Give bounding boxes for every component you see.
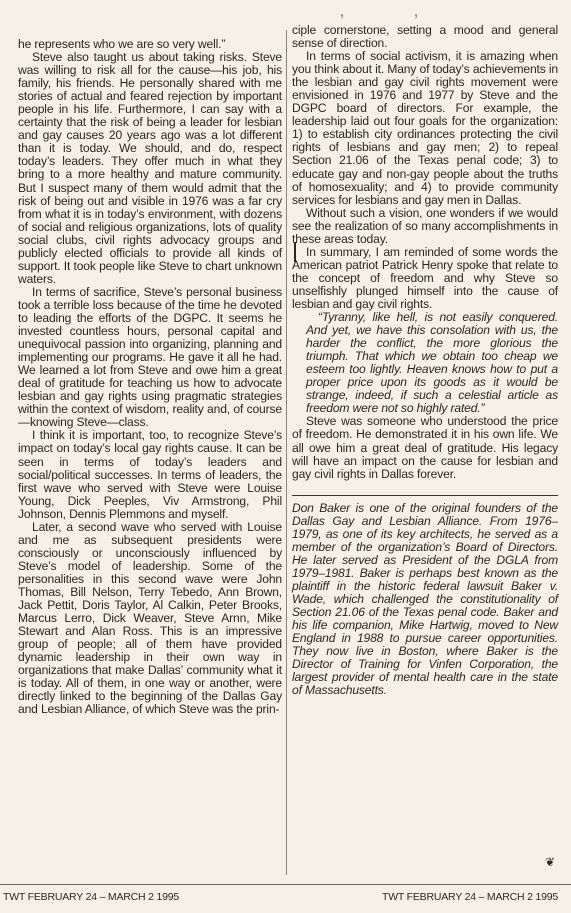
bleed-marks: ‚‚ [340,0,488,20]
footer-rule [0,884,571,885]
paragraph: Steve was someone who understood the price of freedom. He demonstrated it in his own life. We all owe him a great deal of gratitude. His legacy will have an impact on the cause for lesbian and gay civil rights in Dallas forever. [292,414,558,481]
column-divider [286,30,287,875]
footer-right: TWT FEBRUARY 24 – MARCH 2 1995 [382,891,559,903]
paragraph: Without such a vision, one wonders if we would see the realization of so many accomplishments in these areas today. [292,205,558,246]
end-mark-icon: ❦ [544,855,555,869]
paragraph: In terms of social activism, it is amazing when you think about it. Many of today’s achievements in the lesbian and gay civil rights movement were envisioned in 1976 and 1977 by Steve and the DGPC board of directors. For example, the leadership laid out four goals for the organization: 1) to establish city ordinances protecting the civil rights of lesbians and gay men; 2) to repeal Section 21.06 of the Texas penal code; 3) to educate gay and non-gay people about the truths of homosexuality; and 4) to provide community services for lesbians and gay men in Dallas. [292,49,558,207]
paragraph: Later, a second wave who served with Louise and me as subsequent presidents were consciously or unconsciously influenced by Steve’s model of leadership. Some of the personalities in this second wave were John Thomas, Bill Nelson, Terry Tebedo, Ann Brown, Jack Pettit, Doris Taylor, Al Calkin, Peter Brooks, Marcus Lerro, Dick Weaver, Steve Arnn, Mike Stewart and Alan Ross. This is an impressive group of people; all of them have provided dynamic leadership in their own way in organizations that make Dallas’ community what it is today. All of them, in one way or another, were directly linked to the beginning of the Dallas Gay and Lesbian Alliance, of which Steve was the prin- [18,519,282,717]
paragraph: Steve also taught us about taking risks. Steve was willing to risk all for the cause—his job, his family, his friends. He personally shared with me stories of actual and feared rejection by important people in his life. Furthermore, I can say with a certainty that the risk of being a leader for lesbian and gay causes 20 years ago was a lot different than it is today. We should, and do, respect today’s leaders. They offer much in what they bring to a more healthy and mature community. But I suspect many of them would admit that the risk of being out and visible in 1976 was a far cry from what it is in today’s environment, with dozens of social and religious organizations, lots of quality social clubs, civil rights advocacy groups and publicly elected officials to provide all kinds of support. It took people like Steve to chart unknown waters. [18,50,282,286]
footer-left: TWT FEBRUARY 24 – MARCH 2 1995 [3,891,180,903]
right-column [292,24,558,697]
paragraph: In terms of sacrifice, Steve’s personal business took a terrible loss because of the time he devoted to leading the efforts of the DGPC. It seems he invested countless hours, personal capital and unequivocal passion into organizing, planning and implementing our programs. He gave it all he had. We learned a lot from Steve and owe him a great deal of gratitude for teaching us how to advocate lesbian and gay rights using pragmatic strategies within the context of wisdom, reality and, of course—knowing Steve—class. [18,284,282,430]
bio-rule [292,495,558,496]
paragraph: In summary, I am reminded of some words the American patriot Patrick Henry spoke that relate to the concept of freedom and why Steve so unselfishly plunged himself into the cause of lesbian and gay civil rights. [292,244,558,311]
author-bio: Don Baker is one of the original founders of the Dallas Gay and Lesbian Alliance. From 1976–1979, as one of its key architects, he served as a member of the organization’s Board of Directors. He later served as President of the DGLA from 1979–1981. Baker is perhaps best known as the plaintiff in the historic federal lawsuit Baker v. Wade, which challenged the constitutionality of Section 21.06 of the Texas penal code. Baker and his life companion, Mike Hartwig, moved to New England in 1988 to pursue career opportunities. They now live in Boston, where Baker is the Director of Training for Vinfen Corporation, the largest provider of mental health care in the state of Massachusetts. [292,500,558,698]
patrick-henry-quote: “Tyranny, like hell, is not easily conquered. And yet, we have this consolation with us, the harder the conflict, the more glorious the triumph. That which we obtain too cheap we esteem too lightly. Heaven knows how to put a proper price upon its goods as it would be strange, indeed, if such a celestial article as freedom were not so highly rated.” [306,310,558,416]
paragraph: I think it is important, too, to recognize Steve’s impact on today’s local gay rights cause. It can be seen in terms of today’s leaders and social/political successes. In terms of leaders, the first wave who served with Steve were Louise Young, Dick Peeples, Viv Armstrong, Phil Johnson, Dennis Plemmons and myself. [18,428,282,521]
paragraph: he represents who we are so very well.” [18,37,226,51]
paragraph: ciple cornerstone, setting a mood and general sense of direction. [292,23,558,51]
left-column [18,38,282,716]
